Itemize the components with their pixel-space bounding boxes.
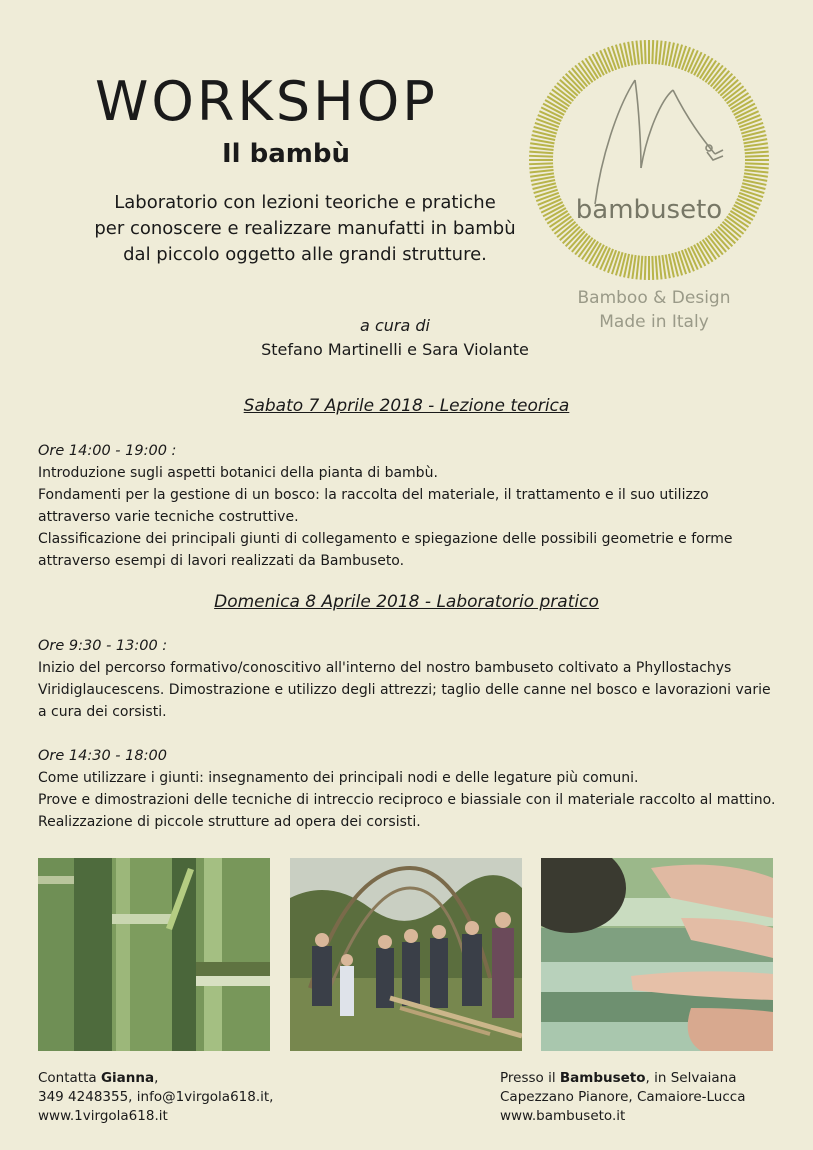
sunday-morning-time: Ore 9:30 - 13:00 : xyxy=(38,638,168,654)
intro-line: dal piccolo oggetto alle grandi strutture. xyxy=(123,244,487,265)
contact-website-link[interactable]: www.1virgola618.it xyxy=(38,1108,168,1124)
location-name: Bambuseto xyxy=(559,1070,646,1086)
location-address: Capezzano Pianore, Camaiore-Lucca xyxy=(500,1089,746,1105)
saturday-heading: Sabato 7 Aprile 2018 - Lezione teorica xyxy=(243,396,570,416)
contact-phone-email[interactable]: 349 4248355, info@1virgola618.it, xyxy=(38,1089,274,1105)
photo-bamboo-canes xyxy=(38,858,270,1051)
tagline-line: Bamboo & Design xyxy=(577,288,731,308)
logo-inner-disc xyxy=(554,65,744,255)
logo-tagline xyxy=(545,286,763,334)
intro-line: per conoscere e realizzare manufatti in bambù xyxy=(94,218,516,239)
contact-suffix: , xyxy=(154,1070,159,1086)
footer-contact xyxy=(38,1069,273,1126)
location-website-link[interactable]: www.bambuseto.it xyxy=(500,1108,626,1124)
saturday-block xyxy=(38,440,778,572)
contact-prefix: Contatta xyxy=(38,1070,101,1086)
sunday-morning-block xyxy=(38,635,778,723)
photo-workshop-group xyxy=(290,858,522,1051)
saturday-paragraph: Classificazione dei principali giunti di collegamento e spiegazione delle possibili geometrie e forme attraverso esempi di lavori realizzati da Bambuseto. xyxy=(38,531,733,569)
sunday-afternoon-time: Ore 14:30 - 18:00 xyxy=(38,748,167,764)
page-title: WORKSHOP xyxy=(95,70,438,133)
curators-names: Stefano Martinelli e Sara Violante xyxy=(261,340,529,359)
saturday-time: Ore 14:00 - 19:00 : xyxy=(38,443,177,459)
photo-hands-bamboo xyxy=(541,858,773,1051)
logo-wordmark: bambuseto xyxy=(575,195,723,225)
tagline-line: Made in Italy xyxy=(599,312,709,332)
page-subtitle: Il bambù xyxy=(222,139,351,169)
curated-by-label: a cura di xyxy=(360,316,430,335)
sunday-heading: Domenica 8 Aprile 2018 - Laboratorio pratico xyxy=(214,592,599,612)
sunday-afternoon-text: Prove e dimostrazioni delle tecniche di intreccio reciproco e biassiale con il materiale raccolto al mattino. Realizzazione di piccole strutture ad opera dei corsisti. xyxy=(38,792,776,830)
intro-text xyxy=(40,190,570,268)
saturday-paragraph: Introduzione sugli aspetti botanici della pianta di bambù. xyxy=(38,465,438,481)
curators-block xyxy=(200,314,590,362)
location-suffix: , in Selvaiana xyxy=(645,1070,737,1086)
bambuseto-logo xyxy=(527,38,771,282)
intro-line: Laboratorio con lezioni teoriche e pratiche xyxy=(114,192,496,213)
sunday-afternoon-block xyxy=(38,745,778,833)
location-prefix: Presso il xyxy=(500,1070,560,1086)
sunday-morning-text: Inizio del percorso formativo/conoscitivo all'interno del nostro bambuseto coltivato a Phyllostachys Viridiglaucescens. Dimostrazione e utilizzo degli attrezzi; taglio delle canne nel bosco e lavorazioni varie a cura dei corsisti. xyxy=(38,660,771,720)
footer-location xyxy=(500,1069,745,1126)
sunday-afternoon-text: Come utilizzare i giunti: insegnamento dei principali nodi e delle legature più comuni. xyxy=(38,770,639,786)
contact-name: Gianna xyxy=(100,1070,155,1086)
saturday-paragraph: Fondamenti per la gestione di un bosco: la raccolta del materiale, il trattamento e il suo utilizzo attraverso varie tecniche costruttive. xyxy=(38,487,709,525)
